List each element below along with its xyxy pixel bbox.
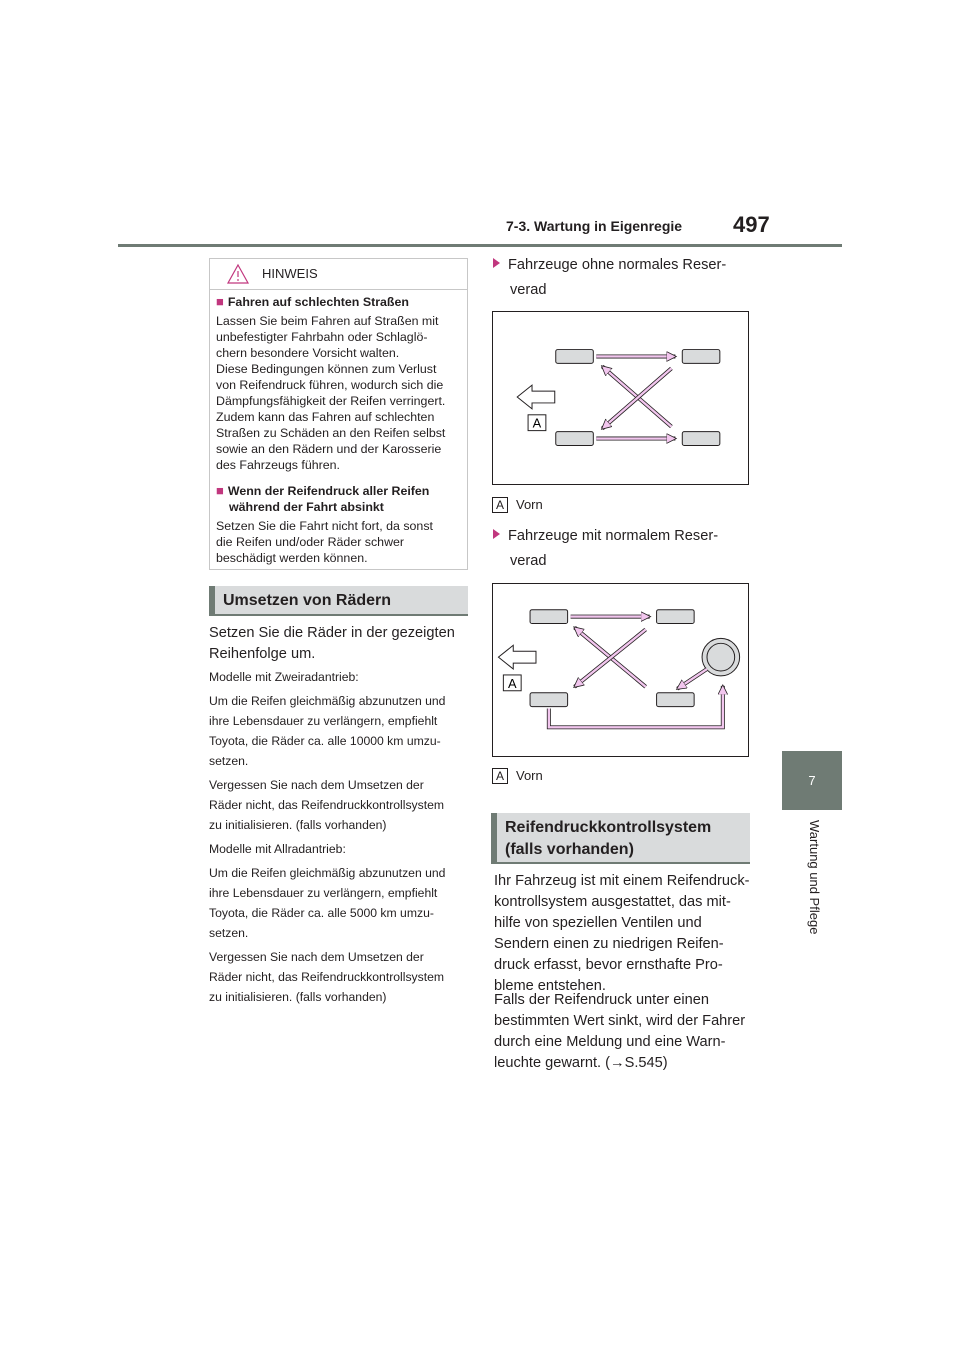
legend-letter: A	[492, 497, 508, 513]
chapter-label: Wartung und Pflege	[807, 820, 822, 935]
front-label-letter: A	[507, 675, 517, 691]
tire-front-left	[530, 610, 568, 624]
variant2-heading: Fahrzeuge mit normalem Reser- verad	[493, 526, 755, 572]
tpms-text-1: Ihr Fahrzeug ist mit einem Reifendruck- kontrollsystem ausgestattet, das mit- hilfe von speziellen Ventilen und Sendern einen zu niedrigen Reifen- druck erfasst, bevor ernsthafte Pro- bleme entstehen.	[494, 873, 750, 994]
front-label-letter: A	[532, 415, 542, 431]
variant1-legend: A Vorn	[492, 497, 543, 513]
notice-heading-2: ■ Wenn der Reifendruck aller Reifen während der Fahrt absinkt	[216, 483, 430, 514]
arrow-rear-loop	[549, 686, 723, 728]
rotation-text: Modelle mit Zweiradantrieb: Um die Reifen gleichmäßig abzunutzen und ihre Lebensdauer zu verlängern, empfiehlt Toyota, die Räder ca. alle 10000 km umzu- setzen. Vergessen Sie nach dem Umsetzen der Räder nicht, das Reifendruckkontrollsystem zu initialisieren. (falls vorhanden) Modelle mit Allradantrieb: Um die Reifen gleichmäßig abzunutzen und ihre Lebensdauer zu verlängern, empfiehlt Toyota, die Räder ca. alle 5000 km umzu- setzen. Vergessen Sie nach dem Umsetzen der Räder nicht, das Reifendruckkontrollsystem zu initialisieren. (falls vorhanden)	[209, 670, 446, 1004]
notice-text-2: Setzen Sie die Fahrt nicht fort, da sonst die Reifen und/oder Räder schwer beschädigt werden können.	[216, 519, 433, 565]
notice-title: HINWEIS	[262, 266, 318, 281]
notice-header	[210, 259, 467, 290]
variant1-heading: Fahrzeuge ohne normales Reser- verad	[493, 255, 755, 301]
front-direction-arrow-icon	[517, 385, 555, 409]
tire-rear-left	[556, 432, 594, 446]
section-header: 7-3. Wartung in Eigenregie	[506, 218, 683, 234]
header-rule	[118, 244, 842, 247]
section-title-tpms: Reifendruckkontrollsystem (falls vorhanden)	[491, 813, 750, 864]
notice-body	[210, 290, 467, 566]
tire-rear-left	[530, 693, 568, 707]
warning-icon	[226, 263, 250, 285]
bullet-arrow-icon	[493, 529, 500, 539]
front-direction-arrow-icon	[498, 645, 536, 669]
notice-text-1: Lassen Sie beim Fahren auf Straßen mit unbefestigter Fahrbahn oder Schlaglö- chern besondere Vorsicht walten. Diese Bedingungen können zum Verlust von Reifendruck führen, wodurch sich die Dämpfungsfähigkeit der Reifen verringert. Zudem kann das Fahren auf schlechten Straßen zu Schäden an den Reifen selbst sowie an den Rädern und der Karosserie des Fahrzeugs führen.	[216, 314, 446, 472]
tire-front-right	[682, 350, 720, 364]
page-number: 497	[733, 212, 770, 237]
tire-rear-right	[657, 693, 695, 707]
page-reference-link[interactable]: leuchte gewarnt. (→S.545)	[494, 1055, 668, 1071]
tire-rear-right	[682, 432, 720, 446]
tpms-text-2: Falls der Reifendruck unter einen bestimmten Wert sinkt, wird der Fahrer durch eine Meldung und eine Warn- leuchte gewarnt. (→S.545)	[494, 990, 756, 1074]
notice-box	[209, 258, 468, 570]
chapter-tab[interactable]: 7	[782, 751, 842, 810]
rotation-diagram-1	[492, 311, 749, 485]
variant2-legend: A Vorn	[492, 768, 543, 784]
section-title-rotation: Umsetzen von Rädern	[209, 586, 468, 616]
legend-letter: A	[492, 768, 508, 784]
notice-heading-1: ■ Fahren auf schlechten Straßen	[216, 294, 409, 309]
rotation-intro: Setzen Sie die Räder in der gezeigten Reihenfolge um.	[209, 625, 455, 662]
tire-front-right	[657, 610, 695, 624]
rotation-diagram-2	[492, 583, 749, 757]
bullet-arrow-icon	[493, 258, 500, 268]
tire-front-left	[556, 350, 594, 364]
